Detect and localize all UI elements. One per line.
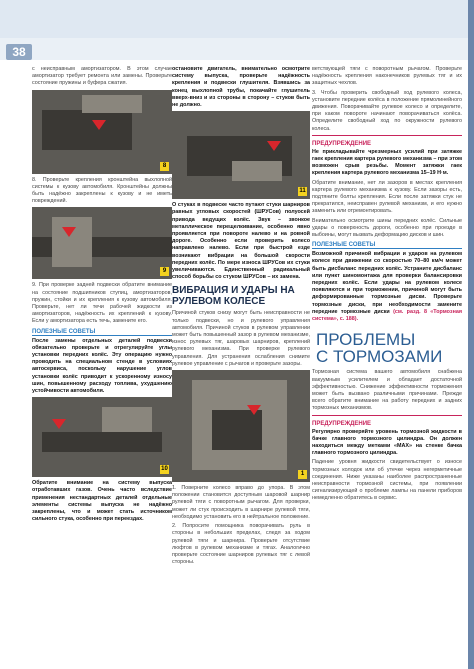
header-band: [0, 38, 474, 60]
useful-tips-heading: ПОЛЕЗНЫЕ СОВЕТЫ: [32, 329, 172, 336]
warning-text: Не прикладывайте чрезмерных усилий при затяжке гаек крепления картера рулевого механизма – при этом возможен срыв резьбы. Момент затяжки гаек крепления картера рулевого механизма 15–19 Н·м.: [312, 148, 462, 177]
column-2: [172, 66, 310, 568]
section-vibration-title: ВИБРАЦИЯ И УДАРЫ НА РУЛЕВОМ КОЛЕСЕ: [172, 285, 295, 308]
page-number: 38: [6, 44, 32, 60]
brake-fluid-text: Падение уровня жидкости свидетельствует о износе тормозных колодок или об утечке через негерметичные соединения. Ниже указаны наиболее распространенные неисправности тормозной системы, при появлении сигнализирующей о проблеме лампы на панели приборов немедленно обратитесь в сервис.: [312, 459, 462, 502]
photo-marker-icon: 10: [161, 466, 168, 473]
warning-heading: ПРЕДУПРЕЖДЕНИЕ: [312, 140, 372, 147]
photo-marker-icon: 11: [299, 188, 306, 195]
warning-heading-2: ПРЕДУПРЕЖДЕНИЕ: [312, 420, 372, 427]
cross-reference-link[interactable]: (см. разд. 8 «Тормозная система», с. 188).: [312, 308, 462, 323]
caption-2: 2. Попросите помощника поворачивать руль в стороны в небольших пределах, следя за ходом рулевой тяги и шарнира. Проверьте отсутствие люфтов в рулевом механизме и тягах. Аналогично проверьте состояние шарниров рулевых тяг с левой стороны.: [172, 523, 310, 566]
tyre-check-text: Внимательно осмотрите шины передних колёс. Сильные удары о поверхность дороги, особенно при проезде в выбоины, могут вызвать деформацию дисков и шин.: [312, 217, 462, 239]
warning-text-2: Регулярно проверяйте уровень тормозной жидкости в бачке главного тормозного цилиндра. Он должен находиться между метками «МАХ» на стенке бачка главного тормозного цилиндра.: [312, 428, 462, 457]
brakes-section-title: ПРОБЛЕМЫ С ТОРМОЗАМИ: [316, 330, 443, 367]
red-arrow-icon: [247, 405, 261, 415]
photo-exhaust-bracket: [32, 90, 172, 174]
cv-joint-note: О стуках в подвеске часто путают стуки шарниров равных угловых скоростей (ШРУСов) полуосей привода ведущих колёс. Звук – звонкое металлическое перещелкивание, особенно явно проявляется при повороте налево и на ровной дороге. Особенно если проверить колесо направлено налево. Если при быстрой езде возникают вибрации на большой скорости передних колёс. По мере износа ШРУСов их стуки увеличиваются. Единственный радикальный способ борьбы со стуком ШРУСов – их замена.: [172, 202, 310, 281]
useful-tips-text-2: Возможной причиной вибрации и ударов на рулевом колесе при движении со скоростью 70–80 км/ч может быть дисбаланс передних колёс. Устраните дисбаланс или пункт шиномонтажа для проверки балансировки передних колёс. Если удары на рулевом колесе появляются и при торможении, причиной могут быть деформированные тормозные диски. Проверьте тормозные диски, при необходимости замените передние тормозные диски (см. разд. 8 «Тормозная система», с. 188).: [312, 251, 462, 323]
photo-marker-icon: 9: [160, 267, 169, 276]
steering-gap-text: Обратите внимание, нет ли зазоров в местах крепления картера рулевого механизма к кузову. Если зазоры есть, подтяните болты крепления. Если после затяжки стук не прекратился, неисправен рулевой механизм, и его нужно заменить или отремонтировать.: [312, 179, 462, 215]
col1-intro-text: с неисправным амортизатором. В этом случае амортизатор требует ремонта или замены. Проверьте состояние пружины и буфера сжатия.: [32, 66, 172, 87]
photo-muffler-mount: [172, 111, 310, 199]
photo-exhaust-system: [32, 397, 172, 477]
caption-1: 1. Поверните колесо вправо до упора. В этом положении становится доступным шаровой шарнир рулевой тяги с поворотным рычагом. Для проверки, может ли стук происходить в шарнире рулевой тяги, необходимо установить его в нейтральное положение.: [172, 485, 310, 520]
column-3: [312, 66, 462, 505]
red-arrow-icon: [52, 419, 66, 429]
useful-tips-heading-2: ПОЛЕЗНЫЕ СОВЕТЫ: [312, 242, 462, 249]
red-arrow-icon: [267, 141, 281, 151]
photo-steering-joint: [172, 370, 310, 482]
photo-marker-icon: 1: [298, 470, 307, 479]
warning-box-brakes: [312, 415, 462, 458]
useful-tips-text: После замены отдельных деталей подвески обязательно проверьте и отрегулируйте углы установки передних колёс. Эту операцию нужно проводить на специальном стенде в условиях автосервиса, поскольку нарушение углов установки колёс приводит к ускоренному износу шин, повышенному расходу топлива, ухудшению устойчивости автомобиля.: [32, 337, 172, 395]
col3-intro-text: ветствующей тяги с поворотным рычагом. Проверьте надёжность крепления наконечников рулевых тяг и их защитных чехлов.: [312, 66, 462, 87]
edge-stripe: [468, 0, 474, 669]
caption-8: 8. Проверьте крепления кронштейна выхлопной системы к кузову автомобиля. Кронштейны должны быть надёжно закреплены к кузову и не иметь повреждений.: [32, 176, 172, 205]
photo-rear-suspension: [32, 207, 172, 279]
warning-box-steering: [312, 135, 462, 178]
brakes-intro-text: Тормозная система вашего автомобиля снабжена вакуумным усилителем и обладает достаточной эффективностью. Снижение эффективности торможения может быть вызвано различными причинами. Прежде всего обратите внимание на работу передних и задних тормозных механизмов.: [312, 369, 462, 412]
exhaust-note: Обратите внимание на систему выпуска отработавших газов. Очень часто вследствие применения нестандартных деталей отдельные элементы системы выпуска не надёжно закреплены, что и может стать источником сильного стука, особенно при переездах.: [32, 480, 172, 523]
caption-9: 9. При проверке задней подвески обратите внимание на состояние подшипников ступиц, амортизаторов, пружин, стойки и их крепления к кузову автомобиля. Проверьте, нет ли течи рабочей жидкости из амортизаторов, надёжность их креплений к кузову. Если у амортизатора есть течь, замените его.: [32, 282, 172, 325]
photo-marker-icon: 8: [160, 162, 169, 171]
section-vibration-text: Причиной стуков снизу могут быть неисправности не только подвески, но и рулевого управления автомобиля. Причиной стуков в рулевом управлении может быть повышенный зазор в рулевом механизме, износ рулевых тяг, шаровых шарниров, креплений рулевого механизма. При проверке рулевого управления. Для устранения ослабления снимите рулевое управление с рычагов и проверьте зазоры.: [172, 310, 310, 367]
red-arrow-icon: [62, 227, 76, 237]
caption-3: 3. Чтобы проверить свободный ход рулевого колеса, установите передние колёса в положение прямолинейного движения. Поворачивайте рулевое колесо и определите, при каком повороте начинают поворачиваться колёса. Определите свободный ход по окружности рулевого колеса.: [312, 89, 462, 132]
red-arrow-icon: [92, 120, 106, 130]
col2-intro-text: остановите двигатель, внимательно осмотрите систему выпуска, проверьте надёжность крепления и подвески глушителя. Взявшись за конец выхлопной трубы, покачайте глушитель вверх-вниз и из стороны в сторону – стуков быть не должно.: [172, 66, 310, 109]
column-1: [32, 66, 172, 525]
